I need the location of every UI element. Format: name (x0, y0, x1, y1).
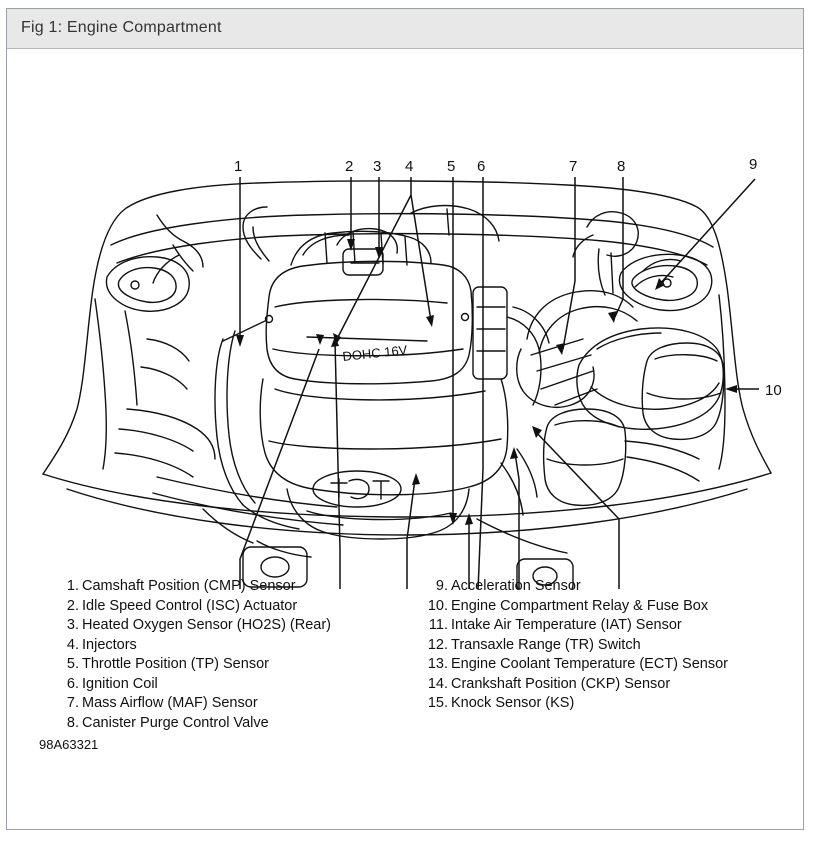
legend-label-2: Idle Speed Control (ISC) Actuator (82, 597, 298, 614)
legend-item-13 (427, 655, 728, 675)
legend-label-8: Canister Purge Control Valve (82, 714, 269, 731)
legend-item-6 (65, 675, 331, 695)
callout-7: 7 (569, 158, 578, 175)
legend-column-right (427, 577, 728, 714)
callout-6: 6 (477, 158, 486, 175)
legend-item-15 (427, 694, 728, 714)
figure-panel (6, 8, 804, 830)
legend-item-10 (427, 597, 728, 617)
callout-1: 1 (234, 158, 243, 175)
callout-5: 5 (447, 158, 456, 175)
legend-item-14 (427, 675, 728, 695)
legend-number-13: 13. (427, 656, 448, 672)
page-title: Fig 1: Engine Compartment (21, 19, 222, 36)
legend-item-5 (65, 655, 331, 675)
legend-item-9 (427, 577, 728, 597)
legend-item-12 (427, 636, 728, 656)
legend-label-1: Camshaft Position (CMP) Sensor (82, 578, 296, 594)
legend-number-1: 1. (66, 578, 79, 594)
legend-number-15: 15. (427, 695, 448, 711)
legend-label-11: Intake Air Temperature (IAT) Sensor (451, 617, 682, 633)
legend-number-7: 7. (66, 695, 79, 711)
legend-item-7 (65, 694, 331, 714)
legend-item-2 (65, 597, 331, 617)
callout-4-top: 4 (405, 158, 414, 175)
legend-item-4 (65, 636, 331, 656)
legend-number-3: 3. (66, 617, 79, 633)
legend-label-4: Injectors (82, 636, 137, 653)
legend-number-8: 8. (66, 714, 79, 731)
legend-number-12: 12. (427, 636, 448, 653)
legend-number-2: 2. (66, 597, 79, 614)
legend-column-left (65, 577, 331, 733)
figure-code: 98A63321 (39, 737, 99, 752)
callout-8: 8 (617, 158, 626, 175)
legend-label-15: Knock Sensor (KS) (451, 695, 575, 711)
legend-item-3 (65, 616, 331, 636)
legend (7, 577, 803, 731)
legend-number-6: 6. (66, 675, 79, 692)
callout-3: 3 (373, 158, 382, 175)
callout-9: 9 (749, 156, 758, 173)
callout-10: 10 (765, 382, 782, 399)
legend-label-7: Mass Airflow (MAF) Sensor (82, 695, 258, 711)
legend-number-11: 11. (428, 617, 448, 633)
engine-compartment-diagram (7, 49, 803, 589)
legend-label-10: Engine Compartment Relay & Fuse Box (451, 597, 709, 614)
legend-label-12: Transaxle Range (TR) Switch (451, 636, 641, 653)
legend-number-10: 10. (427, 597, 448, 614)
figure-title-bar (7, 9, 803, 49)
legend-label-3: Heated Oxygen Sensor (HO2S) (Rear) (82, 617, 332, 633)
legend-item-11 (427, 616, 728, 636)
engine-embossed-text: DOHC 16V (341, 342, 408, 364)
legend-label-13: Engine Coolant Temperature (ECT) Sensor (451, 656, 728, 672)
legend-number-5: 5. (66, 656, 79, 672)
legend-label-6: Ignition Coil (82, 675, 158, 692)
legend-number-9: 9. (435, 578, 448, 594)
engine-diagram-svg (7, 49, 803, 589)
legend-item-1 (65, 577, 331, 597)
legend-label-14: Crankshaft Position (CKP) Sensor (451, 675, 671, 692)
legend-number-14: 14. (427, 675, 448, 692)
legend-label-9: Acceleration Sensor (451, 578, 581, 594)
legend-item-8 (65, 714, 331, 734)
legend-number-4: 4. (66, 636, 79, 653)
legend-label-5: Throttle Position (TP) Sensor (82, 656, 269, 672)
callout-2: 2 (345, 158, 354, 175)
